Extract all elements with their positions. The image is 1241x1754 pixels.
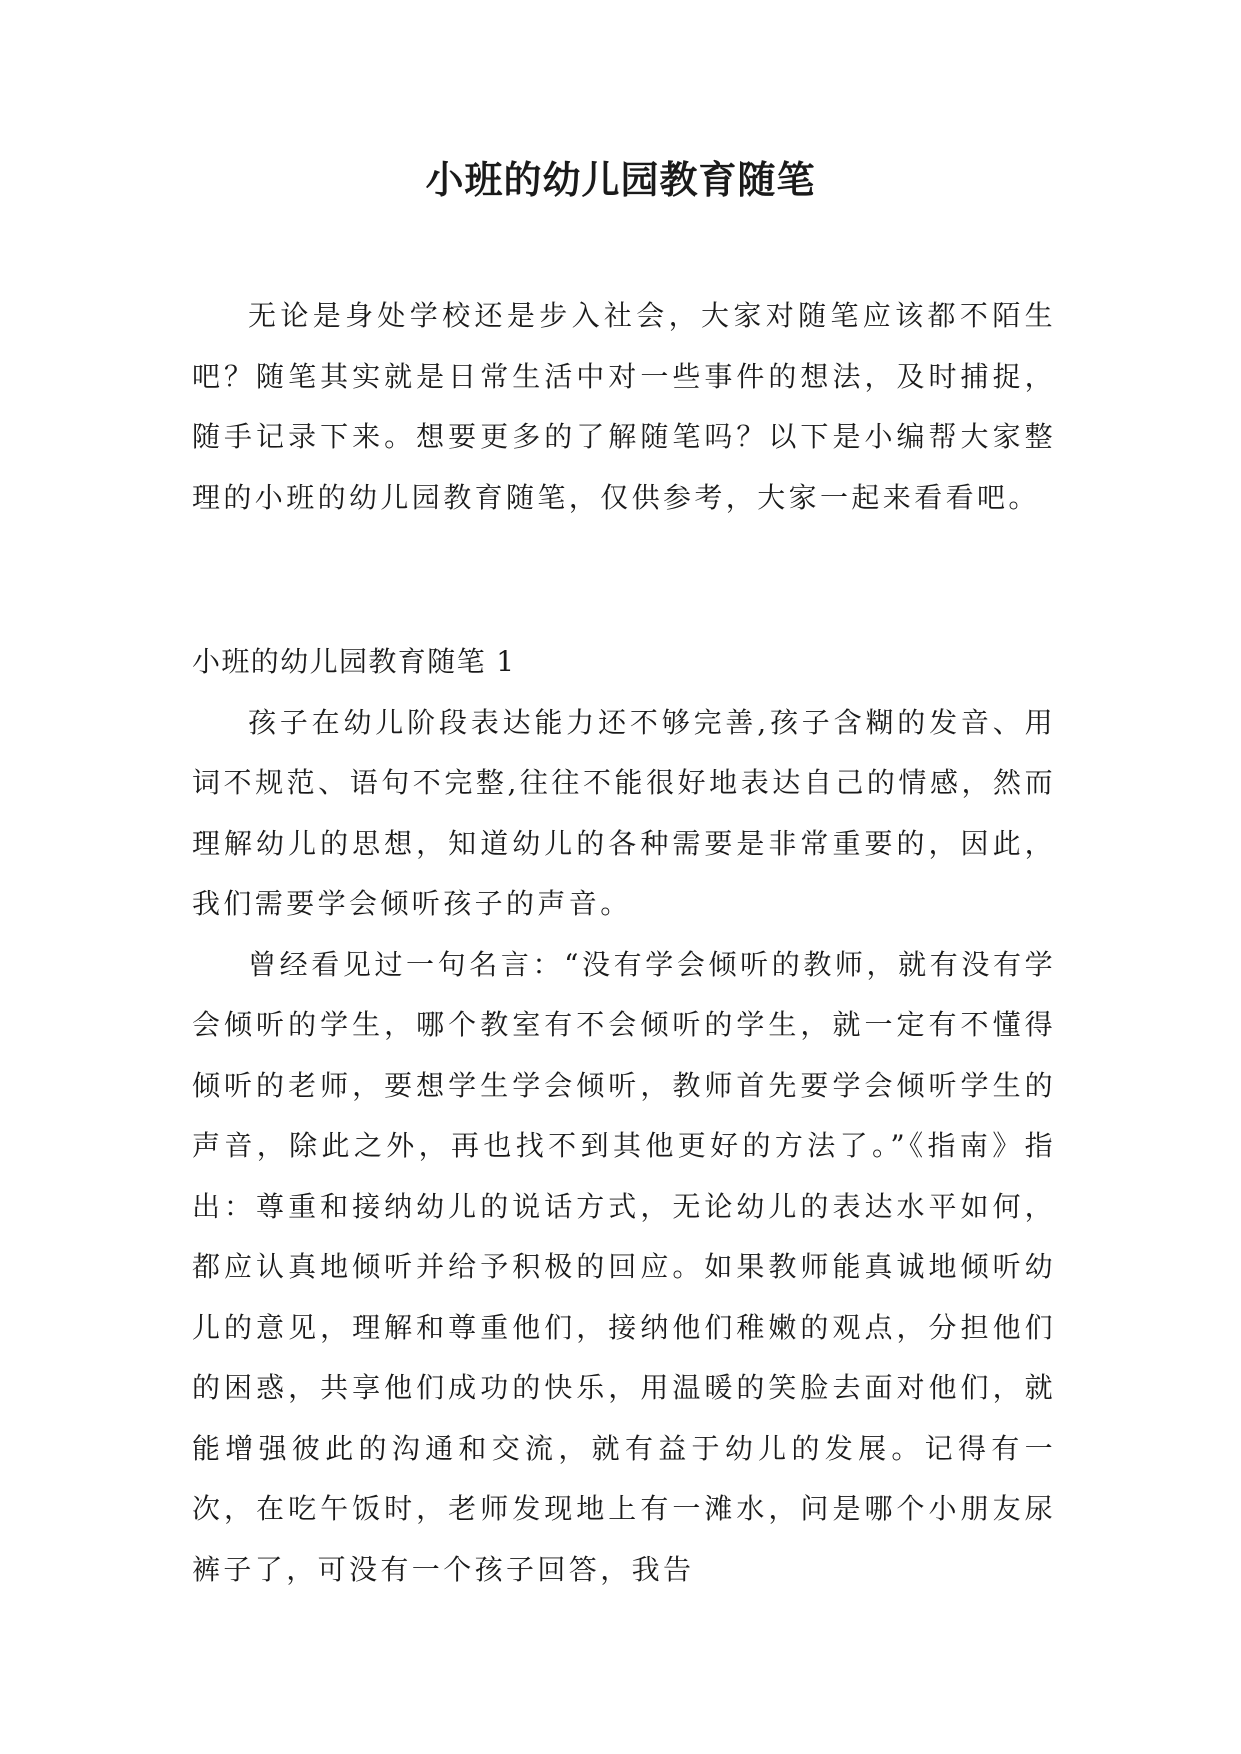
section-heading: 小班的幼儿园教育随笔 1: [192, 645, 516, 678]
document-title: 小班的幼儿园教育随笔: [425, 157, 816, 202]
section-1: [192, 632, 1056, 1600]
intro-paragraph: 无论是身处学校还是步入社会，大家对随笔应该都不陌生吧？随笔其实就是日常生活中对一些事件的想法，及时捕捉，随手记录下来。想要更多的了解随笔吗？以下是小编帮大家整理的小班的幼儿园教育随笔，仅供参考，大家一起来看看吧。: [192, 299, 1056, 514]
intro-block: [192, 286, 1056, 528]
section-paragraph-1: 孩子在幼儿阶段表达能力还不够完善,孩子含糊的发音、用词不规范、语句不完整,往往不能很好地表达自己的情感，然而理解幼儿的思想，知道幼儿的各种需要是非常重要的，因此，我们需要学会倾听孩子的声音。: [192, 705, 1056, 920]
section-paragraph-2: 曾经看见过一句名言：“没有学会倾听的教师，就有没有学会倾听的学生，哪个教室有不会倾听的学生，就一定有不懂得倾听的老师，要想学生学会倾听，教师首先要学会倾听学生的声音，除此之外，再也找不到其他更好的方法了。”《指南》指出：尊重和接纳幼儿的说话方式，无论幼儿的表达水平如何，都应认真地倾听并给予积极的回应。如果教师能真诚地倾听幼儿的意见，理解和尊重他们，接纳他们稚嫩的观点，分担他们的困惑，共享他们成功的快乐，用温暖的笑脸去面对他们，就能增强彼此的沟通和交流，就有益于幼儿的发展。记得有一次，在吃午饭时，老师发现地上有一滩水，问是哪个小朋友尿裤子了，可没有一个孩子回答，我告: [192, 947, 1056, 1586]
